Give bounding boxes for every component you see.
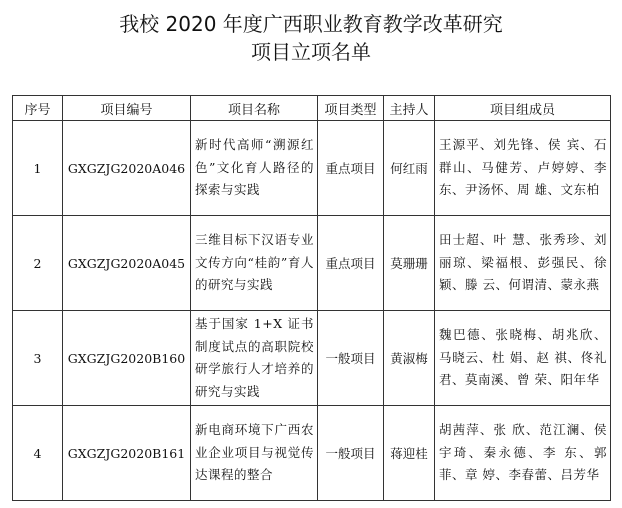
cell-code: GXGZJG2020B160 bbox=[63, 311, 191, 406]
cell-host: 黄淑梅 bbox=[384, 311, 435, 406]
cell-name: 基于国家 1+X 证书制度试点的高职院校研学旅行人才培养的研究与实践 bbox=[191, 311, 318, 406]
document-subtitle: 项目立项名单 bbox=[251, 40, 371, 64]
header-members: 项目组成员 bbox=[435, 96, 611, 121]
cell-host: 何红雨 bbox=[384, 121, 435, 216]
cell-code: GXGZJG2020A045 bbox=[63, 216, 191, 311]
cell-no: 2 bbox=[13, 216, 63, 311]
cell-no: 1 bbox=[13, 121, 63, 216]
cell-type: 重点项目 bbox=[318, 121, 384, 216]
table-row bbox=[13, 121, 611, 216]
cell-host: 莫珊珊 bbox=[384, 216, 435, 311]
table-row bbox=[13, 406, 611, 501]
header-no: 序号 bbox=[13, 96, 63, 121]
cell-type: 一般项目 bbox=[318, 406, 384, 501]
header-code: 项目编号 bbox=[63, 96, 191, 121]
cell-code: GXGZJG2020B161 bbox=[63, 406, 191, 501]
project-table bbox=[12, 95, 611, 501]
cell-type: 重点项目 bbox=[318, 216, 384, 311]
cell-members: 魏巴德、张晓梅、胡兆欣、马晓云、杜 娟、赵 祺、佟礼君、莫南溪、曾 荣、阳年华 bbox=[435, 311, 611, 406]
cell-host: 蒋迎桂 bbox=[384, 406, 435, 501]
cell-members: 王源平、刘先锋、侯 宾、石群山、马健芳、卢婷婷、李 东、尹汤怀、周 雄、文东柏 bbox=[435, 121, 611, 216]
cell-members: 胡茜萍、张 欣、范江澜、侯宇琦、秦永德、李 东、郭 菲、章 婷、李春蕾、吕芳华 bbox=[435, 406, 611, 501]
cell-members: 田士超、叶 慧、张秀珍、刘丽琼、梁福根、彭强民、徐 颖、滕 云、何谓清、蒙永燕 bbox=[435, 216, 611, 311]
table-header-row bbox=[13, 96, 611, 121]
cell-no: 4 bbox=[13, 406, 63, 501]
cell-name: 新电商环境下广西农业企业项目与视觉传达课程的整合 bbox=[191, 406, 318, 501]
cell-no: 3 bbox=[13, 311, 63, 406]
cell-name: 三维目标下汉语专业文传方向“桂韵”育人的研究与实践 bbox=[191, 216, 318, 311]
document-title: 我校 2020 年度广西职业教育教学改革研究 bbox=[119, 12, 503, 36]
header-name: 项目名称 bbox=[191, 96, 318, 121]
table-row bbox=[13, 216, 611, 311]
cell-name: 新时代高师“溯源红色”文化育人路径的探索与实践 bbox=[191, 121, 318, 216]
cell-type: 一般项目 bbox=[318, 311, 384, 406]
cell-code: GXGZJG2020A046 bbox=[63, 121, 191, 216]
header-type: 项目类型 bbox=[318, 96, 384, 121]
header-host: 主持人 bbox=[384, 96, 435, 121]
table-row bbox=[13, 311, 611, 406]
